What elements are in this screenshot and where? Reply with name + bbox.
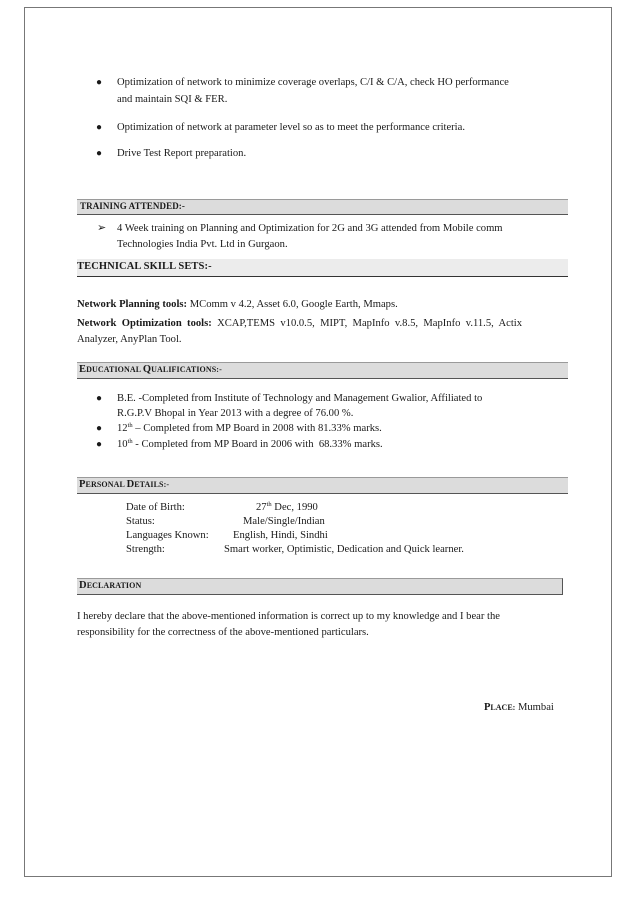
bullet-icon: ● bbox=[96, 122, 103, 133]
status-label: Status: bbox=[126, 516, 155, 527]
strength-value: Smart worker, Optimistic, Dedication and Quick learner. bbox=[224, 544, 464, 555]
list-item: and maintain SQI & FER. bbox=[117, 94, 228, 105]
arrow-bullet-icon: ➢ bbox=[97, 222, 107, 234]
optimization-tools-value: XCAP,TEMS v10.0.5, MIPT, MapInfo v.8.5, MapInfo v.11.5, Actix bbox=[211, 318, 523, 329]
place-label-cap: P bbox=[484, 702, 491, 713]
list-item: Optimization of network to minimize coverage overlaps, C/I & C/A, check HO performance bbox=[117, 77, 509, 88]
training-section-title: TRAINING ATTENDED:- bbox=[80, 201, 185, 211]
optimization-tools-line-2: Analyzer, AnyPlan Tool. bbox=[77, 334, 182, 345]
strength-label: Strength: bbox=[126, 544, 165, 555]
bullet-icon: ● bbox=[96, 148, 103, 159]
optimization-tools-label: Network Optimization tools: bbox=[77, 318, 212, 329]
personal-section-title: PERSONAL DETAILS:- bbox=[79, 479, 170, 490]
declaration-line-2: responsibility for the correctness of the above-mentioned particulars. bbox=[77, 627, 369, 638]
place-line bbox=[484, 700, 554, 716]
dob-label: Date of Birth: bbox=[126, 502, 185, 513]
bullet-icon: ● bbox=[96, 423, 103, 434]
list-item: Optimization of network at parameter level so as to meet the performance criteria. bbox=[117, 122, 465, 133]
education-be-line-2: R.G.P.V Bhopal in Year 2013 with a degree of 76.00 %. bbox=[117, 408, 354, 419]
technical-section-title: TECHNICAL SKILL SETS:- bbox=[77, 261, 212, 272]
place-label: LACE: bbox=[490, 703, 516, 712]
education-be-line-1: B.E. -Completed from Institute of Technology and Management Gwalior, Affiliated to bbox=[117, 393, 483, 404]
languages-value: English, Hindi, Sindhi bbox=[233, 530, 328, 541]
planning-tools-value: MComm v 4.2, Asset 6.0, Google Earth, Mmaps. bbox=[187, 299, 398, 310]
bullet-icon: ● bbox=[96, 77, 103, 88]
planning-tools-label: Network Planning tools: bbox=[77, 299, 188, 310]
planning-tools-line bbox=[77, 297, 398, 313]
training-line-1: 4 Week training on Planning and Optimization for 2G and 3G attended from Mobile comm bbox=[117, 223, 503, 234]
place-value: Mumbai bbox=[515, 702, 554, 713]
dob-value: 27th Dec, 1990 bbox=[256, 501, 318, 513]
education-12th-line: 12th – Completed from MP Board in 2008 with 81.33% marks. bbox=[117, 422, 382, 434]
bullet-icon: ● bbox=[96, 393, 103, 404]
declaration-line-1: I hereby declare that the above-mentioned information is correct up to my knowledge and I bear the bbox=[77, 611, 500, 622]
declaration-section-bar bbox=[77, 578, 563, 595]
education-section-title: EDUCATIONAL QUALIFICATIONS:- bbox=[79, 364, 222, 375]
optimization-tools-line bbox=[77, 316, 522, 332]
education-10th-line: 10th - Completed from MP Board in 2006 with 68.33% marks. bbox=[117, 438, 383, 450]
languages-label: Languages Known: bbox=[126, 530, 209, 541]
list-item: Drive Test Report preparation. bbox=[117, 148, 247, 159]
bullet-icon: ● bbox=[96, 439, 103, 450]
status-value: Male/Single/Indian bbox=[243, 516, 325, 527]
training-line-2: Technologies India Pvt. Ltd in Gurgaon. bbox=[117, 239, 288, 250]
declaration-section-title: DECLARATION bbox=[79, 580, 142, 591]
